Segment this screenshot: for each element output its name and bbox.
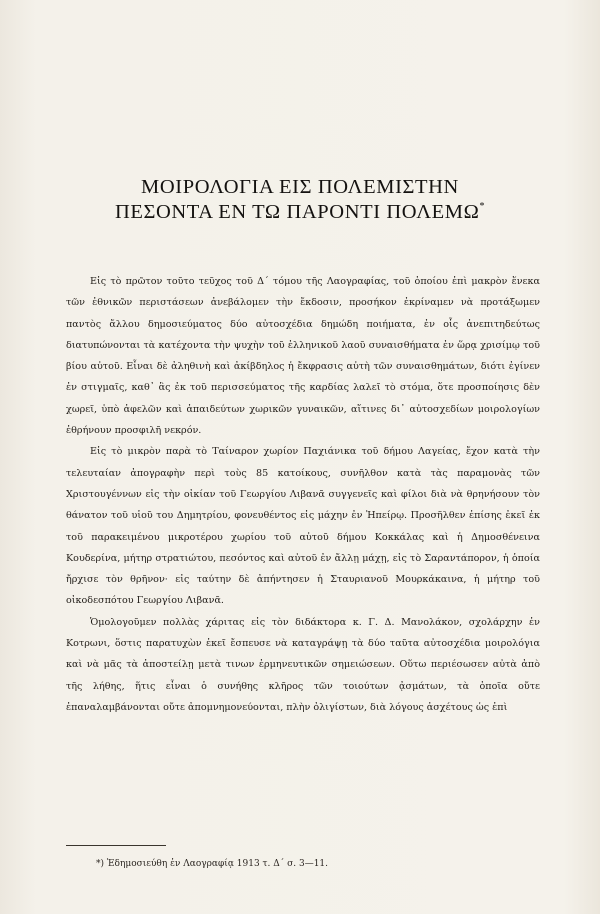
- footnote: *) Ἐδημοσιεύθη ἐν Λαογραφίᾳ 1913 τ. Δ΄ σ. 3—11.: [96, 859, 329, 869]
- page-title-line-1: [0, 176, 600, 199]
- page-title-line-2: [0, 201, 600, 224]
- paragraph-2: Εἰς τὸ μικρὸν παρὰ τὸ Ταίναρον χωρίον Παχιάνικα τοῦ δήμου Λαγείας, ἔχον κατὰ τὴν τελευταίαν ἀπογραφὴν περὶ τοὺς 85 κατοίκους, συνῆλθον κατὰ τὰς παραμονὰς τῶν Χριστουγέννων εἰς τὴν οἰκίαν τοῦ Γεωργίου Λιβανᾶ συγγενεῖς καὶ φίλοι διὰ νὰ θρηνήσουν τὸν θάνατον τοῦ υἱοῦ του Δημητρίου, φονευθέντος εἰς μάχην ἐν Ἠπείρῳ. Προσῆλθεν ἐπίσης ἐκεῖ ἐκ τοῦ παρακειμένου μικροτέρου χωρίου τοῦ αὐτοῦ δήμου Κοκκάλας καὶ ἡ Δημοσθένεινα Κουδερίνα, μήτηρ στρατιώτου, πεσόντος καὶ αὐτοῦ ἐν ἄλλῃ μάχῃ, εἰς τὸ Σαραντάπορον, ἡ ὁποία ἤρχισε τὸν θρῆνον· εἰς ταύτην δὲ ἀπήντησεν ἡ Σταυριανοῦ Μουρκάκαινα, ἡ μήτηρ τοῦ οἰκοδεσπότου Γεωργίου Λιβανᾶ.: [66, 446, 540, 607]
- title-text-2: ΠΕΣΟΝΤΑ ΕΝ ΤΩ ΠΑΡΟΝΤΙ ΠΟΛΕΜΩ: [114, 201, 480, 223]
- title-footnote-mark: *: [479, 201, 486, 212]
- paragraph-3: Ὁμολογοῦμεν πολλὰς χάριτας εἰς τὸν διδάκτορα κ. Γ. Δ. Μανολάκον, σχολάρχην ἐν Κοτρωνι, ὅστις παρατυχὼν ἐκεῖ ἔσπευσε νὰ καταγράψῃ τὰ δύο ταῦτα αὐτοσχέδια μοιρολόγια καὶ νὰ μᾶς τὰ ἀποστείλῃ μετὰ τινων ἑρμηνευτικῶν σημειώσεων. Οὕτω περιέσωσεν αὐτὰ ἀπὸ τῆς λήθης, ἥτις εἶναι ὁ συνήθης κλῆρος τῶν τοιούτων ᾀσμάτων, τὰ ὁποῖα οὔτε ἐπαναλαμβάνονται οὔτε ἀπομνημονεύονται, πλὴν ὀλιγίστων, διὰ λόγους ἀσχέτους ὡς ἐπὶ: [66, 616, 540, 713]
- paragraph-1: Εἰς τὸ πρῶτον τοῦτο τεῦχος τοῦ Δ΄ τόμου τῆς Λαογραφίας, τοῦ ὁποίου ἐπὶ μακρὸν ἕνεκα τῶν ἐθνικῶν περιστάσεων ἀνεβάλομεν τὴν ἔκδοσιν, προσήκον ἐκρίναμεν νὰ προτάξωμεν παντὸς ἄλλου δημοσιεύματος δύο αὐτοσχέδια δημώδη ποιήματα, ἐν οἷς ἀνεπιτηδεύτως διατυπώνονται τὰ κατέχοντα τὴν ψυχὴν τοῦ ἑλληνικοῦ λαοῦ συναισθήματα ἐν ὥρᾳ χρισίμῳ τοῦ βίου αὐτοῦ. Εἶναι δὲ ἀληθινὴ καὶ ἀκίβδηλος ἡ ἔκφρασις αὐτὴ τῶν συναισθημάτων, διότι ἐγίνεν ἐν στιγμαῖς, καθ᾽ ἃς ἐκ τοῦ περισσεύματος τῆς καρδίας λαλεῖ τὸ στόμα, ὅτε προσποίησις δὲν χωρεῖ, ὑπὸ ἀφελῶν καὶ ἀπαιδεύτων χωρικῶν γυναικῶν, αἵτινες δι᾽ αὐτοσχεδίων μοιρολογίων ἐθρήνουν προσφιλῆ νεκρόν.: [66, 276, 540, 437]
- footnote-divider: [66, 845, 166, 846]
- article-body: [66, 271, 540, 718]
- title-text-1: ΜΟΙΡΟΛΟΓΙΑ ΕΙΣ ΠΟΛΕΜΙΣΤΗΝ: [141, 176, 459, 198]
